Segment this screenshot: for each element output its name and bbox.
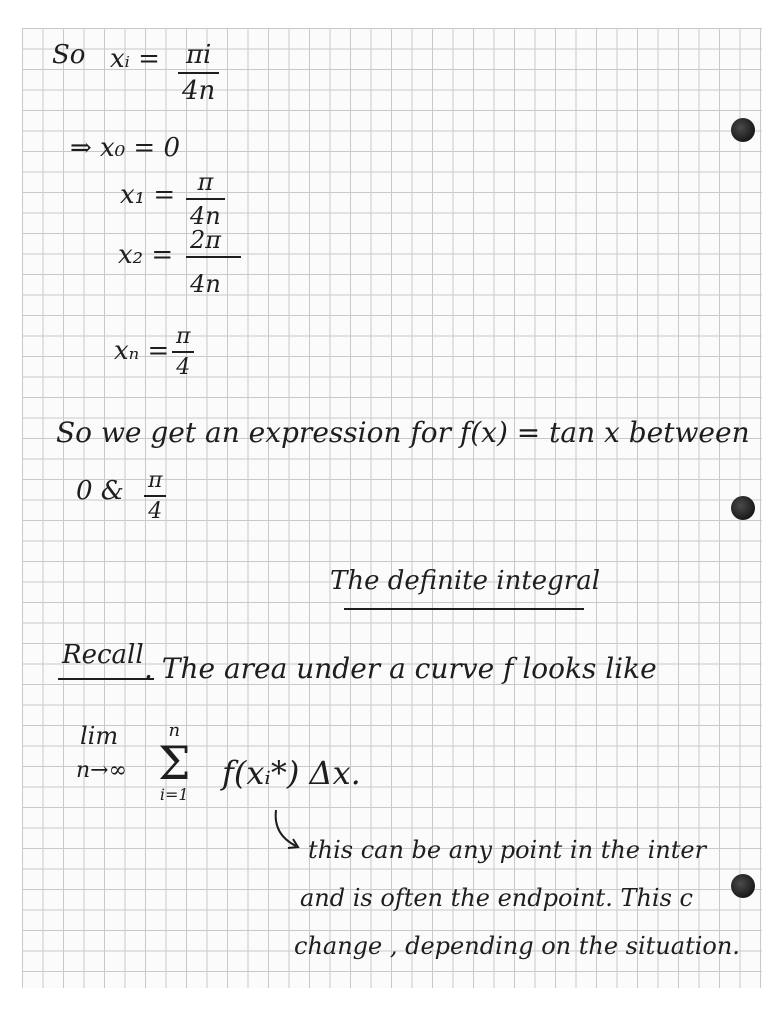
recall-underline — [58, 678, 154, 680]
so-prefix: So — [52, 40, 86, 70]
xn-denominator: 4 — [176, 355, 191, 380]
x2-denominator: 4n — [190, 270, 221, 298]
note-line-3: change , depending on the situation. — [294, 932, 740, 960]
x1-lhs: x₁ = — [120, 180, 176, 210]
fraction-bar — [186, 256, 241, 258]
xi-lhs: xᵢ = — [110, 44, 160, 74]
sum-upper-limit: n — [168, 720, 181, 741]
xi-numerator: πi — [185, 40, 212, 70]
x2-fraction — [186, 226, 225, 298]
note-line-1: this can be any point in the inter — [308, 836, 707, 864]
recall-label: Recall — [62, 640, 144, 670]
xi-fraction — [178, 40, 219, 106]
curved-arrow-icon — [270, 808, 310, 852]
binder-hole — [731, 496, 755, 520]
x2-lhs: x₂ = — [118, 240, 174, 270]
xn-fraction — [172, 324, 194, 380]
lim-label: lim — [80, 722, 119, 750]
summand: f(xᵢ*) Δx. — [222, 754, 361, 792]
sigma-symbol: Σ — [158, 736, 191, 790]
expression-line: So we get an expression for f(x) = tan x between — [56, 416, 750, 449]
range-start: 0 & — [76, 476, 124, 506]
lim-subscript: n→∞ — [76, 758, 127, 783]
x1-numerator: π — [197, 168, 214, 196]
binder-hole — [731, 118, 755, 142]
x0-line: ⇒ x₀ = 0 — [70, 133, 180, 163]
recall-text: . The area under a curve f looks like — [144, 652, 657, 685]
x1-fraction — [186, 168, 225, 230]
section-heading: The definite integral — [330, 566, 601, 596]
range-denominator: 4 — [148, 499, 163, 524]
binder-hole — [731, 874, 755, 898]
range-numerator: π — [148, 468, 163, 493]
xn-lhs: xₙ = — [114, 336, 170, 366]
range-fraction — [144, 468, 166, 524]
xi-denominator: 4n — [182, 76, 216, 106]
x2-numerator: 2π — [190, 226, 222, 254]
xn-numerator: π — [176, 324, 191, 349]
heading-underline — [344, 608, 584, 610]
sum-lower-limit: i=1 — [159, 785, 189, 804]
summation — [158, 720, 191, 804]
x1-denominator: 4n — [190, 202, 221, 230]
note-line-2: and is often the endpoint. This c — [300, 884, 693, 912]
